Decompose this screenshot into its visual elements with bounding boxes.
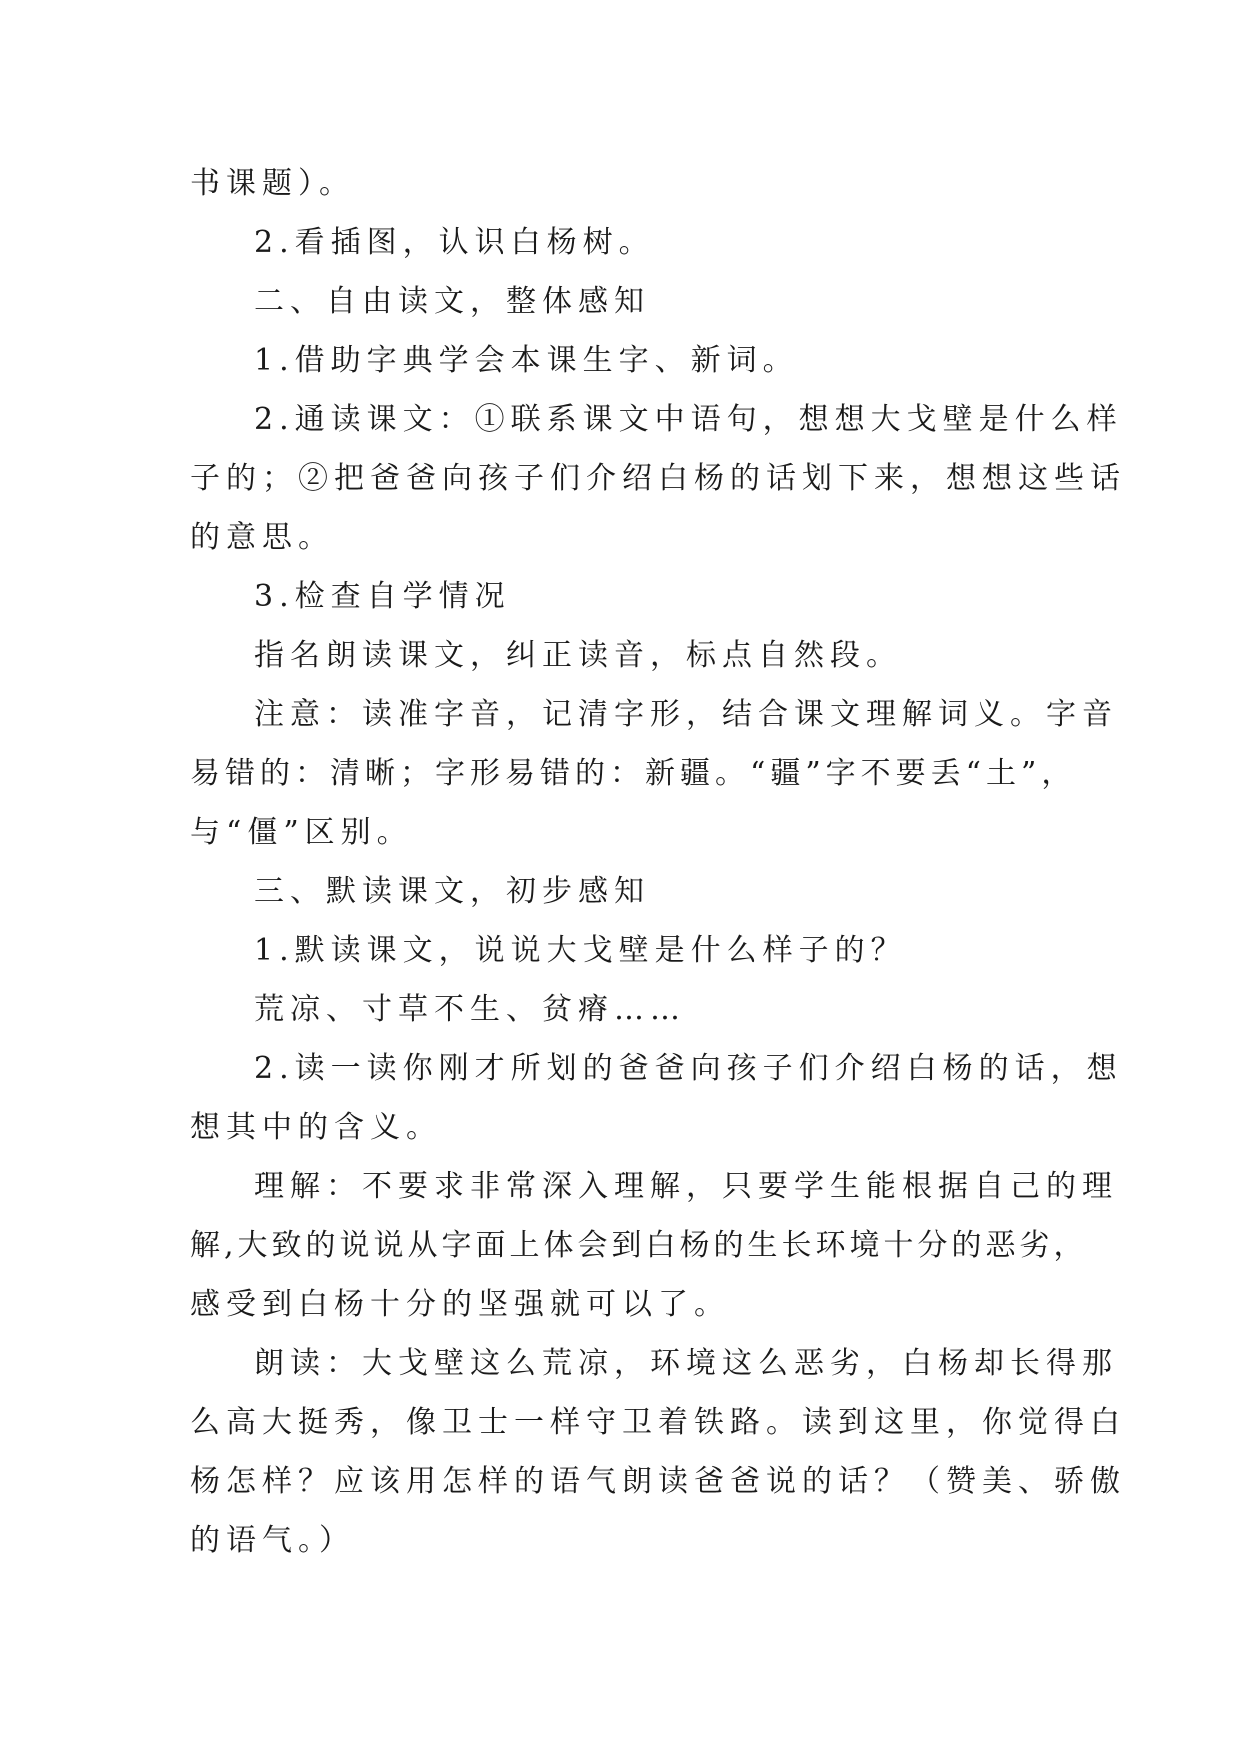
text-line: 指名朗读课文，纠正读音，标点自然段。 <box>254 638 902 673</box>
section-heading: 三、默读课文，初步感知 <box>254 874 650 909</box>
text-line: 解,大致的说说从字面上体会到白杨的生长环境十分的恶劣， <box>190 1228 1088 1263</box>
text-line: 朗读：大戈壁这么荒凉，环境这么恶劣，白杨却长得那 <box>254 1346 1118 1381</box>
text-line: 与“僵”区别。 <box>190 815 413 850</box>
text-line: 么高大挺秀，像卫士一样守卫着铁路。读到这里，你觉得白 <box>190 1405 1126 1440</box>
text-line: 2.看插图，认识白杨树。 <box>254 225 655 260</box>
text-line: 杨怎样？应该用怎样的语气朗读爸爸说的话？（赞美、骄傲 <box>190 1464 1126 1499</box>
text-line: 的语气。） <box>190 1523 355 1558</box>
section-heading: 二、自由读文，整体感知 <box>254 284 650 319</box>
text-line: 书课题）。 <box>190 166 355 201</box>
text-line: 2.读一读你刚才所划的爸爸向孩子们介绍白杨的话，想 <box>254 1051 1123 1086</box>
text-line: 易错的：清晰；字形易错的：新疆。“疆”字不要丢“土”， <box>190 756 1077 791</box>
text-line: 感受到白杨十分的坚强就可以了。 <box>190 1287 730 1322</box>
text-line: 子的；②把爸爸向孩子们介绍白杨的话划下来，想想这些话 <box>190 461 1126 496</box>
text-line: 荒凉、寸草不生、贫瘠…… <box>254 992 686 1027</box>
text-line: 注意：读准字音，记清字形，结合课文理解词义。字音 <box>254 697 1118 732</box>
text-line: 的意思。 <box>190 520 334 555</box>
text-line: 想其中的含义。 <box>190 1110 442 1145</box>
text-line: 1.借助字典学会本课生字、新词。 <box>254 343 799 378</box>
text-line: 3.检查自学情况 <box>254 579 511 614</box>
text-line: 1.默读课文，说说大戈壁是什么样子的？ <box>254 933 907 968</box>
text-line: 理解：不要求非常深入理解，只要学生能根据自己的理 <box>254 1169 1118 1204</box>
text-line: 2.通读课文：①联系课文中语句，想想大戈壁是什么样 <box>254 402 1123 437</box>
